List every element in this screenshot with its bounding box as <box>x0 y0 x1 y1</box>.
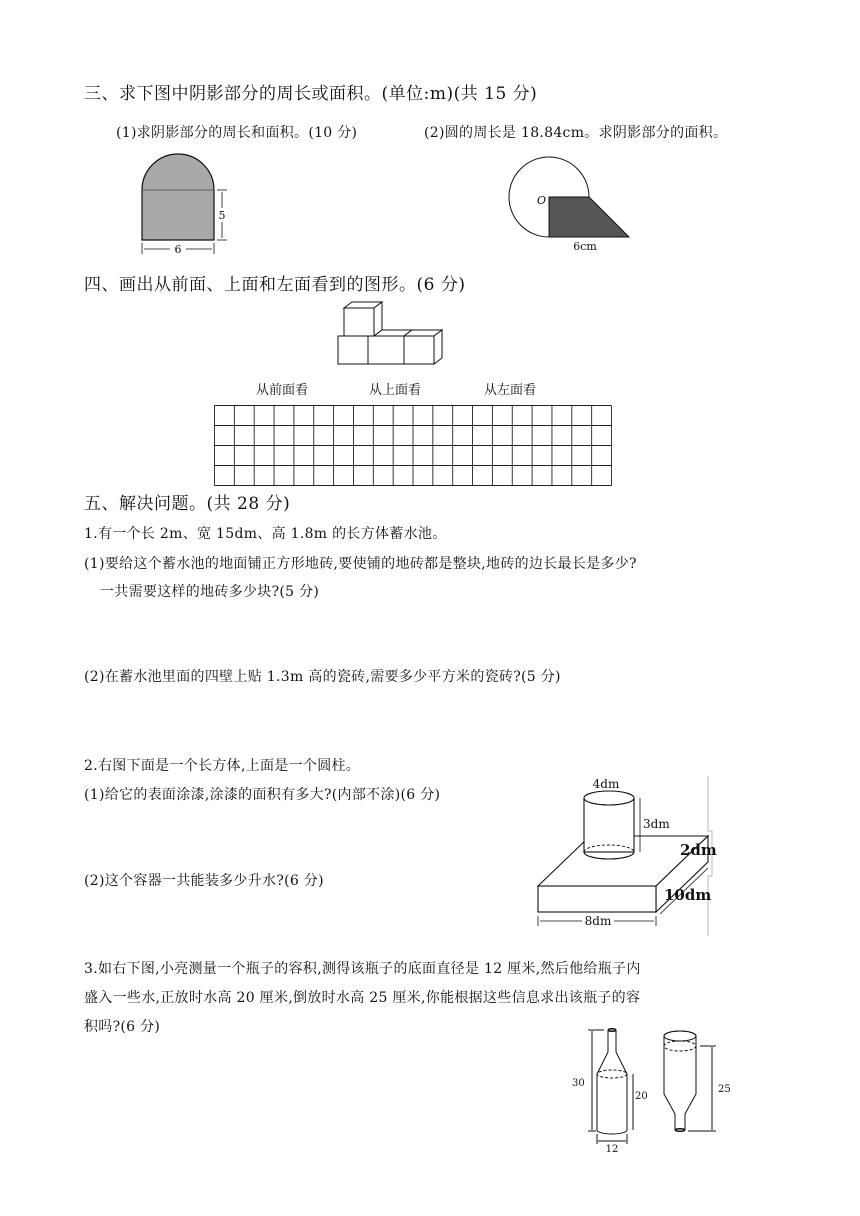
box-width-label: 10dm <box>664 886 712 904</box>
problem-1-q2: (2)在蓄水池里面的四壁上贴 1.3m 高的瓷砖,需要多少平方米的瓷砖?(5 分) <box>84 669 561 685</box>
view-label-top: 从上面看 <box>369 383 422 398</box>
figure-circle-trapezoid <box>505 155 635 255</box>
problem-3-line2: 盛入一些水,正放时水高 20 厘米,倒放时水高 25 厘米,你能根据这些信息求出该瓶子的容 <box>84 990 641 1006</box>
diameter-label: 12 <box>605 1144 619 1155</box>
section-5-title: 五、解决问题。(共 28 分) <box>84 494 291 514</box>
problem-1-q1-line2: 一共需要这样的地砖多少块?(5 分) <box>100 584 320 600</box>
drawing-grid[interactable] <box>214 405 612 486</box>
problem-1-q1-line1: (1)要给这个蓄水池的地面铺正方形地砖,要使铺的地砖都是整块,地砖的边长最长是多少? <box>84 556 637 572</box>
view-label-left: 从左面看 <box>484 383 537 398</box>
shaded-trapezoid <box>549 197 629 237</box>
cylinder-height-label: 3dm <box>643 817 670 831</box>
box-height-label: 2dm <box>680 841 717 859</box>
cylinder-diameter-label: 4dm <box>592 777 620 791</box>
bottle-height-label: 30 <box>572 1078 585 1089</box>
base-label: 6cm <box>573 240 597 253</box>
question-3-1: (1)求阴影部分的周长和面积。(10 分) <box>116 125 358 141</box>
section-3-title: 三、求下图中阴影部分的周长或面积。(单位:m)(共 15 分) <box>84 84 538 104</box>
question-3-2: (2)圆的周长是 18.84cm。求阴影部分的面积。 <box>424 125 728 141</box>
problem-2-q1: (1)给它的表面涂漆,涂漆的面积有多大?(内部不涂)(6 分) <box>84 787 441 803</box>
view-label-front: 从前面看 <box>256 383 309 398</box>
water-inverted-label: 25 <box>718 1084 731 1095</box>
problem-2-q2: (2)这个容器一共能装多少升水?(6 分) <box>84 873 324 889</box>
problem-1-stem: 1.有一个长 2m、宽 15dm、高 1.8m 的长方体蓄水池。 <box>84 526 447 542</box>
figure-cubes <box>330 298 442 366</box>
box-length-label: 8dm <box>584 914 612 928</box>
width-label: 6 <box>174 243 182 256</box>
figure-cylinder-on-box <box>528 776 724 936</box>
problem-2-stem: 2.右图下面是一个长方体,上面是一个圆柱。 <box>84 758 361 774</box>
water-upright-label: 20 <box>635 1091 648 1102</box>
center-label: O <box>537 194 547 207</box>
figure-bottles <box>568 1026 748 1154</box>
figure-semicircle-rectangle <box>130 150 240 258</box>
section-4-title: 四、画出从前面、上面和左面看到的图形。(6 分) <box>84 275 466 295</box>
problem-3-line1: 3.如右下图,小亮测量一个瓶子的容积,测得该瓶子的底面直径是 12 厘米,然后他给瓶子内 <box>84 961 641 977</box>
shaded-shape <box>142 154 214 240</box>
height-label: 5 <box>218 209 226 222</box>
problem-3-line3: 积吗?(6 分) <box>84 1019 161 1035</box>
